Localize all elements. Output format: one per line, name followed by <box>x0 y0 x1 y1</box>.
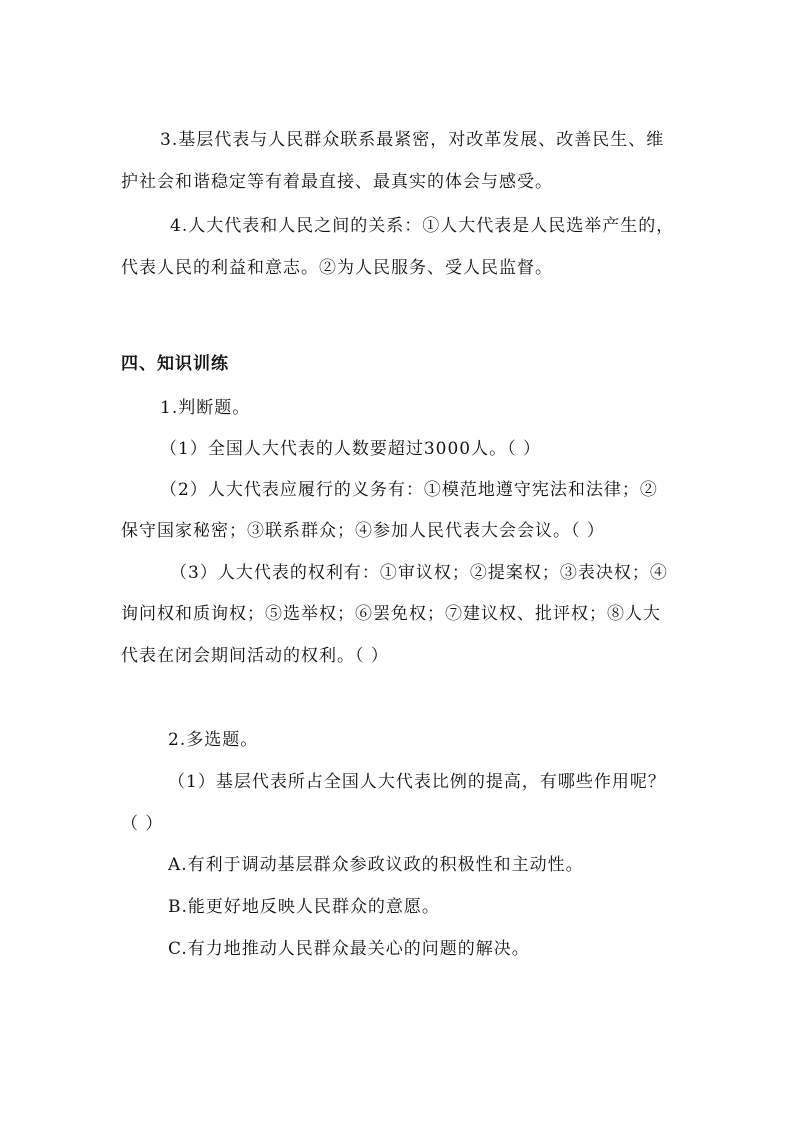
paragraph-3-line-2: 护社会和谐稳定等有着最直接、最真实的体会与感受。 <box>121 172 553 192</box>
judge-question-1: （1）全国人大代表的人数要超过3000人。（ ） <box>160 439 541 459</box>
judge-question-2-line-2: 保守国家秘密；③联系群众；④参加人民代表大会会议。（ ） <box>121 521 605 541</box>
paragraph-4-line-2: 代表人民的利益和意志。②为人民服务、受人民监督。 <box>121 258 553 278</box>
judge-question-3-line-1: （3）人大代表的权利有：①审议权；②提案权；③表决权；④ <box>170 563 668 583</box>
option-b: B.能更好地反映人民群众的意愿。 <box>168 897 440 917</box>
judge-title: 1.判断题。 <box>160 398 251 418</box>
paragraph-4-line-1: 4.人大代表和人民之间的关系：①人大代表是人民选举产生的， <box>170 216 675 236</box>
multi-question-1-line-1: （1）基层代表所占全国人大代表比例的提高，有哪些作用呢？ <box>168 772 666 792</box>
option-a: A.有利于调动基层群众参政议政的积极性和主动性。 <box>168 855 584 875</box>
multi-question-1-line-2: （ ） <box>121 814 164 834</box>
judge-question-3-line-3: 代表在闭会期间活动的权利。（ ） <box>121 646 389 666</box>
multi-title: 2.多选题。 <box>168 730 259 750</box>
paragraph-3-line-1: 3.基层代表与人民群众联系最紧密，对改革发展、改善民生、维 <box>160 130 665 150</box>
section-heading: 四、知识训练 <box>121 354 229 374</box>
judge-question-2-line-1: （2）人大代表应履行的义务有：①模范地遵守宪法和法律；② <box>160 480 658 500</box>
judge-question-3-line-2: 询问权和质询权；⑤选举权；⑥罢免权；⑦建议权、批评权；⑧人大 <box>121 604 661 624</box>
option-c: C.有力地推动人民群众最关心的问题的解决。 <box>168 939 530 959</box>
